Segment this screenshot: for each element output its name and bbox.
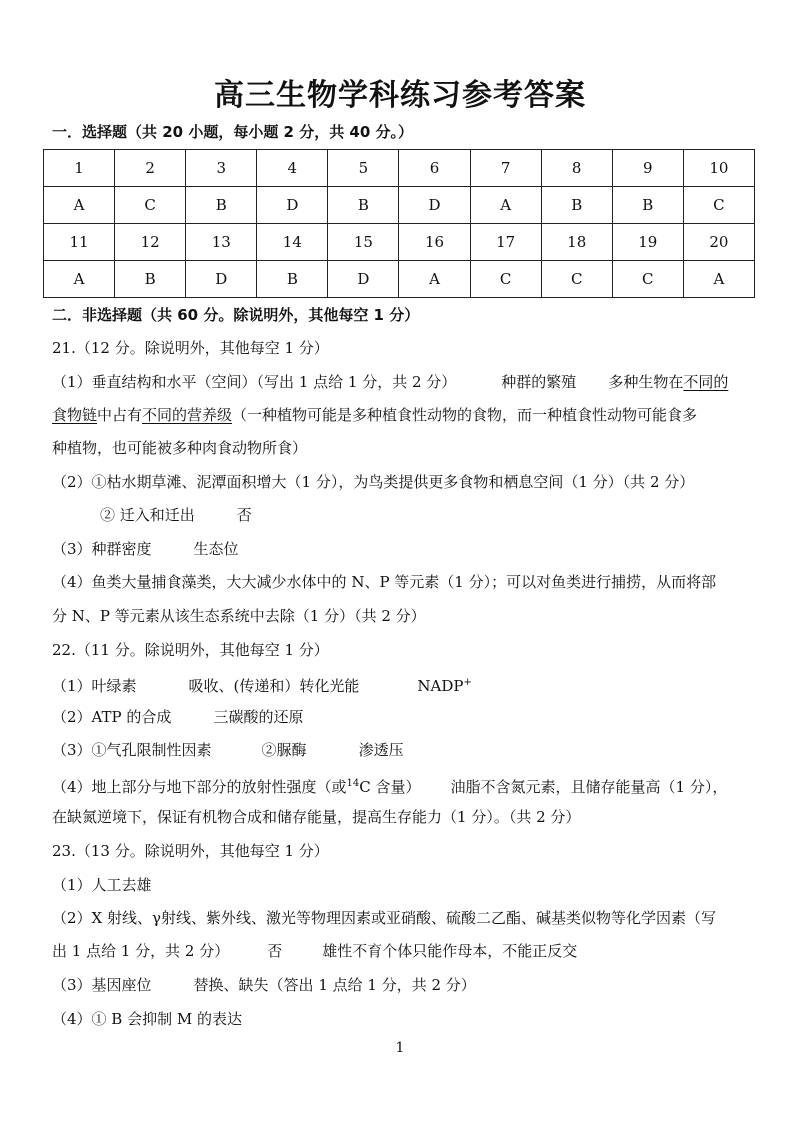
section1-heading: 一．选择题（共 20 小题，每小题 2 分，共 40 分。） [52,123,414,141]
answer-row [44,187,755,224]
answer-cell: B [115,261,186,298]
q21-line-2 [52,405,752,425]
q22-text: 三碳酸的还原 [213,708,304,726]
q21-line-7: （4）鱼类大量捕食藻类，大大减少水体中的 N、P 等元素（1 分）；可以对鱼类进行捕捞，从而将部 [52,573,717,591]
answer-cell: B [541,187,612,224]
answer-cell: A [470,187,541,224]
answer-cell: C [541,261,612,298]
q21-heading: 21.（12 分。除说明外，其他每空 1 分） [52,339,329,357]
q23-text: 出 1 点给 1 分，共 2 分） [52,942,230,960]
answer-cell: D [399,187,470,224]
question-number-cell: 15 [328,224,399,261]
answer-cell: A [44,187,115,224]
question-number-cell: 9 [612,150,683,187]
q23-line-4 [52,975,752,995]
answer-row [44,261,755,298]
q23-text: 否 [267,942,283,960]
q22-text: （4）地上部分与地下部分的放射性强度（或 [52,778,347,796]
answer-cell: D [257,187,328,224]
q22-text: 吸收、(传递和）转化光能 [188,677,360,695]
answer-cell: D [186,261,257,298]
q22-text: （3）①气孔限制性因素 [52,741,212,759]
q22-superscript: 14 [346,778,360,789]
q23-line-1: （1）人工去雄 [52,876,152,894]
q22-text: C 含量） [359,778,421,796]
q21-text: （一种植物可能是多种植食性动物的食物，而一种植食性动物可能食多 [232,406,698,424]
answer-cell: C [683,187,754,224]
answer-cell: A [44,261,115,298]
answer-cell: C [612,261,683,298]
answer-cell: A [683,261,754,298]
q23-heading: 23.（13 分。除说明外，其他每空 1 分） [52,842,329,860]
question-number-cell: 10 [683,150,754,187]
q21-text: 否 [236,506,252,524]
question-number-cell: 1 [44,150,115,187]
question-number-cell: 11 [44,224,115,261]
answer-cell: B [612,187,683,224]
q22-text: 渗透压 [358,741,404,759]
q21-text: （3）种群密度 [52,540,152,558]
q23-text: （3）基因座位 [52,976,152,994]
answer-cell: B [257,261,328,298]
q21-underlined-text: 不同的营养级 [142,406,233,424]
q21-text: 中占有 [97,406,143,424]
q22-text: 油脂不含氮元素，且储存能量高（1 分）， [450,778,728,796]
question-number-cell: 13 [186,224,257,261]
q22-superscript: + [463,677,472,688]
question-number-cell: 7 [470,150,541,187]
answer-cell: C [115,187,186,224]
q23-text: 雄性不育个体只能作母本，不能正反交 [322,942,578,960]
page-number: 1 [395,1040,405,1056]
question-number-cell: 8 [541,150,612,187]
answer-cell: B [186,187,257,224]
answer-cell: D [328,261,399,298]
q22-line-2 [52,707,752,727]
question-number-cell: 17 [470,224,541,261]
question-number-row [44,224,755,261]
answer-cell: B [328,187,399,224]
q21-text: 种群的繁殖 [501,373,577,391]
q21-line-4: （2）①枯水期草滩、泥潭面积增大（1 分），为鸟类提供更多食物和栖息空间（1 分）（共 2 分） [52,473,695,491]
question-number-cell: 4 [257,150,328,187]
q21-line-6 [52,539,752,559]
q21-underlined-text: 不同的 [683,373,729,391]
q22-text: ②脲酶 [261,741,307,759]
q22-text: （2）ATP 的合成 [52,708,172,726]
q23-line-5: （4）① B 会抑制 M 的表达 [52,1010,242,1028]
question-number-cell: 3 [186,150,257,187]
question-number-cell: 19 [612,224,683,261]
question-number-cell: 14 [257,224,328,261]
answer-cell: C [470,261,541,298]
q23-line-3 [52,941,752,961]
question-number-cell: 18 [541,224,612,261]
q22-text: NADP [417,677,464,695]
q21-text: ② 迁入和迁出 [100,506,195,524]
q23-line-2: （2）X 射线、γ射线、紫外线、激光等物理因素或亚硝酸、硫酸二乙酯、碱基类似物等化学因素（写 [52,909,716,927]
q21-line-8: 分 N、P 等元素从该生态系统中去除（1 分）（共 2 分） [52,607,426,625]
answer-table [43,149,755,298]
question-number-cell: 6 [399,150,470,187]
answer-cell: A [399,261,470,298]
q21-line-1 [52,372,752,392]
page-title: 高三生物学科练习参考答案 [214,78,586,113]
section2-heading: 二．非选择题（共 60 分。除说明外，其他每空 1 分） [52,306,420,324]
question-number-cell: 12 [115,224,186,261]
q22-line-3 [52,740,752,760]
question-number-cell: 2 [115,150,186,187]
q22-line-4 [52,774,752,797]
q22-text: （1）叶绿素 [52,677,137,695]
q21-text: 多种生物在 [608,373,684,391]
question-number-cell: 20 [683,224,754,261]
question-number-cell: 5 [328,150,399,187]
q21-text: 生态位 [193,540,239,558]
q22-line-1 [52,673,752,696]
q21-text: （1）垂直结构和水平（空间）（写出 1 点给 1 分，共 2 分） [52,373,457,391]
q21-line-3: 种植物，也可能被多种肉食动物所食） [52,439,308,457]
q22-line-5: 在缺氮逆境下，保证有机物合成和储存能量，提高生存能力（1 分）。（共 2 分） [52,808,581,826]
q21-underlined-text: 食物链 [52,406,98,424]
q21-line-5 [100,505,800,525]
q22-heading: 22.（11 分。除说明外，其他每空 1 分） [52,641,329,659]
q23-text: 替换、缺失（答出 1 点给 1 分，共 2 分） [193,976,476,994]
question-number-row [44,150,755,187]
question-number-cell: 16 [399,224,470,261]
